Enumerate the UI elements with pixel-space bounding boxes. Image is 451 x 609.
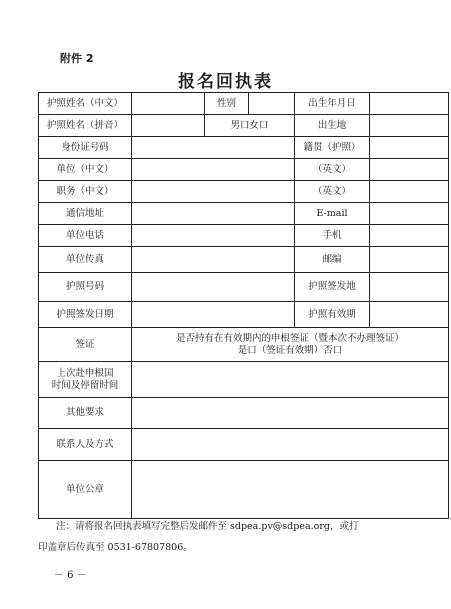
footer-note bbox=[38, 516, 408, 558]
label-unit-en: （英文） bbox=[295, 159, 370, 181]
label-last-visit-line2: 时间及停留时间 bbox=[51, 379, 119, 391]
field-passport-issue-date bbox=[132, 302, 295, 328]
field-position-cn bbox=[132, 181, 295, 203]
table-row bbox=[39, 225, 449, 247]
gender-options: 男口女口 bbox=[205, 115, 295, 137]
field-passport-name-cn bbox=[132, 93, 205, 115]
registration-form-table bbox=[38, 92, 449, 519]
label-passport-name-cn: 护照姓名（中文） bbox=[39, 93, 132, 115]
table-row bbox=[39, 93, 449, 115]
field-unit-en bbox=[370, 159, 449, 181]
label-mobile: 手机 bbox=[295, 225, 370, 247]
table-row bbox=[39, 247, 449, 273]
label-unit-seal: 单位公章 bbox=[39, 461, 132, 519]
label-gender: 性别 bbox=[205, 93, 249, 115]
label-passport-issue-place: 护照签发地 bbox=[295, 273, 370, 302]
table-row bbox=[39, 159, 449, 181]
label-passport-no: 护照号码 bbox=[39, 273, 132, 302]
label-unit-cn: 单位（中文） bbox=[39, 159, 132, 181]
table-row bbox=[39, 302, 449, 328]
field-mobile bbox=[370, 225, 449, 247]
field-passport-issue-place bbox=[370, 273, 449, 302]
field-contact bbox=[132, 429, 449, 461]
field-address bbox=[132, 203, 295, 225]
visa-statement bbox=[132, 328, 449, 362]
table-row bbox=[39, 273, 449, 302]
label-position-cn: 职务（中文） bbox=[39, 181, 132, 203]
attachment-label: 附件 2 bbox=[60, 52, 94, 65]
table-row bbox=[39, 429, 449, 461]
label-birth-date: 出生年月日 bbox=[295, 93, 370, 115]
label-passport-validity: 护照有效期 bbox=[295, 302, 370, 328]
field-unit-fax bbox=[132, 247, 295, 273]
field-email bbox=[370, 203, 449, 225]
label-email: E-mail bbox=[295, 203, 370, 225]
table-row bbox=[39, 115, 449, 137]
label-postcode: 邮编 bbox=[295, 247, 370, 273]
field-passport-validity bbox=[370, 302, 449, 328]
label-contact: 联系人及方式 bbox=[39, 429, 132, 461]
label-unit-fax: 单位传真 bbox=[39, 247, 132, 273]
label-address: 通信地址 bbox=[39, 203, 132, 225]
table-row bbox=[39, 137, 449, 159]
label-visa: 签证 bbox=[39, 328, 132, 362]
page-number: － 6 － bbox=[54, 570, 87, 581]
table-row bbox=[39, 203, 449, 225]
field-gender bbox=[249, 93, 295, 115]
form-title: 报名回执表 bbox=[178, 72, 273, 92]
label-passport-name-py: 护照姓名（拼音） bbox=[39, 115, 132, 137]
field-unit-seal bbox=[132, 461, 449, 519]
label-last-visit bbox=[39, 362, 132, 398]
label-other-requests: 其他要求 bbox=[39, 398, 132, 429]
label-passport-issue-date: 护照签发日期 bbox=[39, 302, 132, 328]
label-last-visit-line1: 上次赴申根国 bbox=[56, 367, 114, 379]
field-birthplace bbox=[370, 115, 449, 137]
table-row bbox=[39, 328, 449, 362]
label-unit-phone: 单位电话 bbox=[39, 225, 132, 247]
label-id-number: 身份证号码 bbox=[39, 137, 132, 159]
label-birthplace: 出生地 bbox=[295, 115, 370, 137]
field-native-place bbox=[370, 137, 449, 159]
table-row bbox=[39, 181, 449, 203]
field-postcode bbox=[370, 247, 449, 273]
table-row bbox=[39, 398, 449, 429]
field-other-requests bbox=[132, 398, 449, 429]
field-position-en bbox=[370, 181, 449, 203]
field-id-number bbox=[132, 137, 295, 159]
footer-note-line2: 印盖章后传真至 0531-67807806。 bbox=[38, 542, 193, 553]
field-birth-date bbox=[370, 93, 449, 115]
field-passport-no bbox=[132, 273, 295, 302]
field-unit-phone bbox=[132, 225, 295, 247]
table-row bbox=[39, 362, 449, 398]
table-row bbox=[39, 461, 449, 519]
field-last-visit bbox=[132, 362, 449, 398]
label-native-place: 籍贯（护照） bbox=[295, 137, 370, 159]
visa-answer: 是口（签证有效期）否口 bbox=[237, 344, 343, 356]
field-passport-name-py bbox=[132, 115, 205, 137]
label-position-en: （英文） bbox=[295, 181, 370, 203]
field-unit-cn bbox=[132, 159, 295, 181]
visa-question: 是否持有在有效期内的申根签证（暨本次不办理签证） bbox=[175, 332, 404, 344]
footer-note-line1: 注：请将报名回执表填写完整后发邮件至 sdpea.pv@sdpea.org，或打 bbox=[56, 521, 359, 532]
